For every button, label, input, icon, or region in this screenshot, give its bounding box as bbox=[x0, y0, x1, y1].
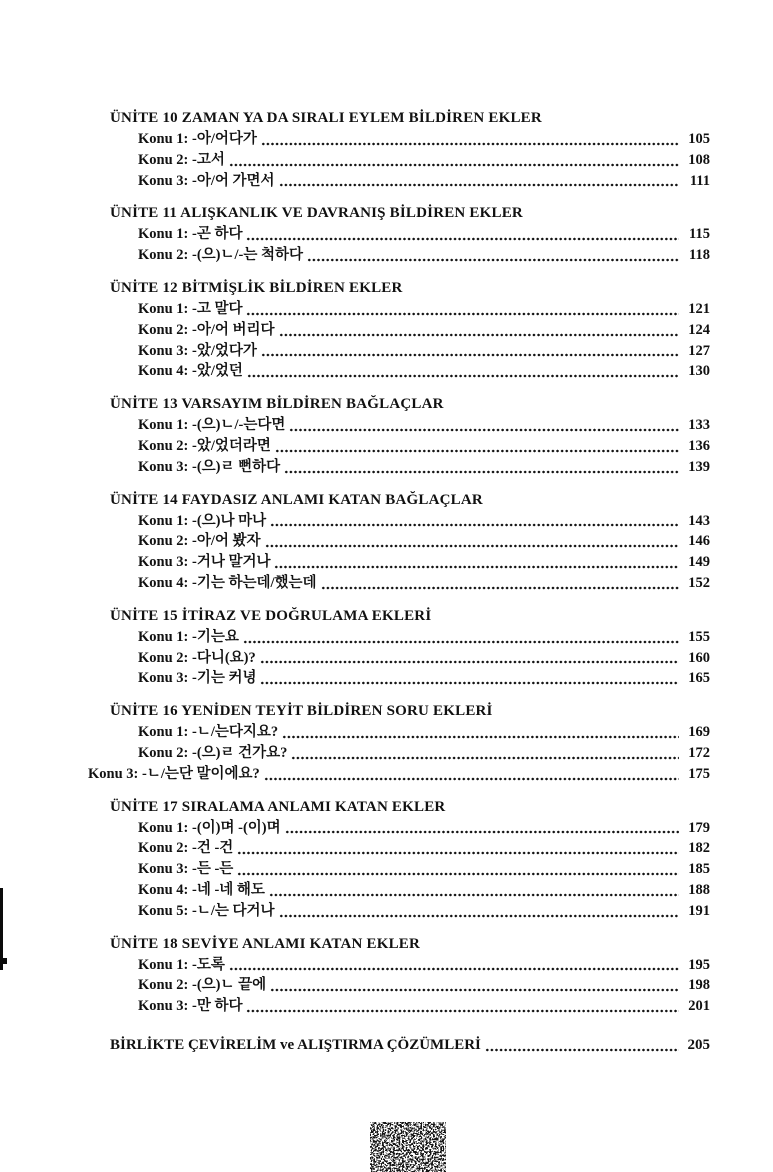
entry-page-number: 111 bbox=[689, 172, 710, 189]
entry-page-number: 172 bbox=[688, 744, 710, 761]
entry-page-number: 188 bbox=[688, 881, 710, 898]
entry-label: Konu 2: -아/어 봤자 bbox=[138, 533, 261, 550]
unit-entries bbox=[110, 955, 710, 1017]
leader-dots bbox=[247, 374, 679, 378]
unit-heading: ÜNİTE 15 İTİRAZ VE DOĞRULAMA EKLERİ bbox=[110, 607, 432, 624]
entry-page-number: 133 bbox=[688, 417, 710, 434]
unit-entries bbox=[110, 415, 710, 477]
entry-page-number: 195 bbox=[688, 956, 710, 973]
entry-page-number: 152 bbox=[688, 574, 710, 591]
entry-page-number: 127 bbox=[688, 342, 710, 359]
entry-label: Konu 2: -(으)ㄴ/-는 척하다 bbox=[138, 247, 303, 264]
entry-page-number: 155 bbox=[688, 628, 710, 645]
toc-footer-entry bbox=[110, 1035, 710, 1056]
toc-entry bbox=[138, 838, 710, 859]
leader-dots bbox=[229, 967, 679, 971]
toc-section bbox=[110, 797, 710, 922]
entry-page-number: 146 bbox=[688, 533, 710, 550]
toc-entry bbox=[138, 224, 710, 245]
leader-dots bbox=[284, 470, 679, 474]
unit-entries bbox=[88, 722, 710, 784]
leader-dots bbox=[291, 756, 679, 760]
entry-label: Konu 2: -고서 bbox=[138, 151, 225, 168]
entry-page-number: 124 bbox=[688, 321, 710, 338]
leader-dots bbox=[261, 142, 679, 146]
entry-page-number: 108 bbox=[688, 151, 710, 168]
entry-label: Konu 1: -도록 bbox=[138, 956, 225, 973]
toc-entry bbox=[138, 648, 710, 669]
unit-heading: ÜNİTE 13 VARSAYIM BİLDİREN BAĞLAÇLAR bbox=[110, 396, 444, 413]
toc-entry bbox=[138, 818, 710, 839]
leader-dots bbox=[282, 735, 679, 739]
entry-label: Konu 3: -기는 커녕 bbox=[138, 670, 257, 687]
entry-page-number: 179 bbox=[688, 819, 710, 836]
toc-section bbox=[110, 490, 710, 594]
toc-section bbox=[110, 394, 710, 477]
entry-label: Konu 2: -건 -건 bbox=[138, 840, 234, 857]
entry-page-number: 136 bbox=[688, 437, 710, 454]
unit-entries bbox=[110, 511, 710, 594]
entry-label: Konu 3: -(으)ㄹ 뻔하다 bbox=[138, 458, 281, 475]
entry-page-number: 201 bbox=[688, 998, 710, 1015]
leader-dots bbox=[321, 586, 679, 590]
unit-entries bbox=[110, 627, 710, 689]
toc-entry bbox=[138, 996, 710, 1017]
entry-page-number: 130 bbox=[688, 363, 710, 380]
entry-label: Konu 2: -(으)ㄴ 끝에 bbox=[138, 977, 267, 994]
leader-dots bbox=[279, 914, 679, 918]
leader-dots bbox=[229, 163, 679, 167]
entry-page-number: 149 bbox=[688, 554, 710, 571]
entry-label: Konu 4: -았/었던 bbox=[138, 363, 243, 380]
toc-entry bbox=[138, 668, 710, 689]
entry-label: Konu 2: -다니(요)? bbox=[138, 649, 256, 666]
toc-entry bbox=[138, 320, 710, 341]
toc-section bbox=[110, 108, 710, 191]
entry-label: Konu 3: -아/어 가면서 bbox=[138, 172, 275, 189]
toc-entry bbox=[138, 341, 710, 362]
entry-label: Konu 2: -아/어 버리다 bbox=[138, 321, 275, 338]
entry-label: Konu 1: -(으)나 마나 bbox=[138, 512, 267, 529]
toc-entry bbox=[138, 880, 710, 901]
leader-dots bbox=[279, 333, 679, 337]
toc-entry bbox=[138, 436, 710, 457]
entry-label: Konu 3: -든 -든 bbox=[138, 861, 234, 878]
toc-section bbox=[110, 934, 710, 1017]
toc-section bbox=[110, 203, 710, 266]
entry-label: Konu 3: -ㄴ/는단 말이에요? bbox=[88, 765, 260, 782]
leader-dots bbox=[246, 237, 679, 241]
leader-dots bbox=[261, 353, 679, 357]
entry-label: Konu 1: -아/어다가 bbox=[138, 131, 257, 147]
leader-dots bbox=[243, 640, 679, 644]
entry-page-number: 139 bbox=[688, 458, 710, 475]
unit-heading: ÜNİTE 17 SIRALAMA ANLAMI KATAN EKLER bbox=[110, 798, 446, 815]
scan-noise-blob bbox=[368, 1119, 448, 1172]
entry-label: Konu 1: -고 말다 bbox=[138, 300, 243, 317]
leader-dots bbox=[264, 777, 679, 781]
toc-entry bbox=[138, 415, 710, 436]
leader-dots bbox=[289, 428, 679, 432]
toc-entry bbox=[138, 150, 710, 171]
entry-page-number: 198 bbox=[688, 977, 710, 994]
toc-entry bbox=[138, 901, 710, 922]
toc-entry bbox=[138, 457, 710, 478]
entry-page-number: 182 bbox=[688, 840, 710, 857]
entry-label: Konu 1: -(이)며 -(이)며 bbox=[138, 819, 281, 836]
toc-entry bbox=[138, 129, 710, 150]
leader-dots bbox=[260, 681, 679, 685]
entry-page-number: 160 bbox=[688, 649, 710, 666]
entry-page-number: 175 bbox=[688, 765, 710, 782]
entry-label: Konu 1: -곤 하다 bbox=[138, 226, 243, 243]
leader-dots bbox=[279, 183, 679, 187]
entry-label: Konu 4: -기는 하는데/했는데 bbox=[138, 574, 317, 591]
toc-content bbox=[88, 108, 710, 1056]
leader-dots bbox=[269, 893, 679, 897]
leader-dots bbox=[260, 660, 679, 664]
leader-dots bbox=[275, 449, 679, 453]
entry-label: Konu 2: -(으)ㄹ 건가요? bbox=[138, 744, 288, 761]
entry-label: Konu 3: -거나 말거나 bbox=[138, 554, 271, 571]
toc-entry bbox=[138, 361, 710, 382]
unit-heading: ÜNİTE 12 BİTMİŞLİK BİLDİREN EKLER bbox=[110, 279, 403, 296]
toc-entry bbox=[138, 171, 710, 192]
noise-texture bbox=[368, 1119, 448, 1172]
leader-dots bbox=[307, 258, 679, 262]
leader-dots bbox=[485, 1048, 679, 1052]
entry-page-number: 165 bbox=[688, 670, 710, 687]
entry-page-number: 143 bbox=[688, 512, 710, 529]
leader-dots bbox=[237, 872, 679, 876]
entry-page-number: 118 bbox=[689, 247, 710, 264]
toc-entry bbox=[138, 552, 710, 573]
entry-page-number: 115 bbox=[689, 226, 710, 243]
scan-edge-artifact bbox=[0, 888, 3, 970]
entry-label: Konu 3: -았/었다가 bbox=[138, 342, 257, 359]
toc-section bbox=[110, 278, 710, 382]
unit-heading: ÜNİTE 10 ZAMAN YA DA SIRALI EYLEM BİLDİREN EKLER bbox=[110, 110, 542, 126]
unit-heading: ÜNİTE 14 FAYDASIZ ANLAMI KATAN BAĞLAÇLAR bbox=[110, 491, 483, 508]
entry-label: Konu 1: -ㄴ/는다지요? bbox=[138, 724, 279, 741]
leader-dots bbox=[285, 830, 679, 834]
entry-label: Konu 2: -았/었더라면 bbox=[138, 437, 271, 454]
unit-entries bbox=[110, 224, 710, 266]
toc-entry bbox=[138, 722, 710, 743]
unit-heading: ÜNİTE 18 SEVİYE ANLAMI KATAN EKLER bbox=[110, 935, 421, 952]
unit-entries bbox=[110, 129, 710, 191]
leader-dots bbox=[246, 1009, 679, 1013]
leader-dots bbox=[270, 988, 679, 992]
toc-entry bbox=[138, 627, 710, 648]
entry-label: Konu 3: -만 하다 bbox=[138, 998, 243, 1015]
entry-page-number: 191 bbox=[688, 902, 710, 919]
leader-dots bbox=[270, 523, 679, 527]
toc-entry bbox=[138, 975, 710, 996]
toc-entry bbox=[138, 245, 710, 266]
entry-label: Konu 1: -기는요 bbox=[138, 628, 239, 645]
unit-entries bbox=[110, 818, 710, 922]
toc-section bbox=[110, 606, 710, 689]
entry-page-number: 205 bbox=[687, 1036, 710, 1053]
entry-label: BİRLİKTE ÇEVİRELİM ve ALIŞTIRMA ÇÖZÜMLERİ bbox=[110, 1036, 481, 1053]
unit-entries bbox=[110, 299, 710, 382]
toc-entry bbox=[138, 531, 710, 552]
unit-heading: ÜNİTE 16 YENİDEN TEYİT BİLDİREN SORU EKLERİ bbox=[110, 703, 493, 720]
entry-page-number: 105 bbox=[688, 131, 710, 147]
entry-label: Konu 1: -(으)ㄴ/-는다면 bbox=[138, 417, 286, 434]
entry-page-number: 185 bbox=[688, 861, 710, 878]
unit-heading: ÜNİTE 11 ALIŞKANLIK VE DAVRANIŞ BİLDİREN EKLER bbox=[110, 205, 523, 222]
entry-label: Konu 4: -네 -네 해도 bbox=[138, 881, 265, 898]
toc-entry bbox=[138, 299, 710, 320]
leader-dots bbox=[237, 851, 679, 855]
toc-entry bbox=[88, 764, 710, 785]
toc-entry bbox=[138, 573, 710, 594]
entry-page-number: 121 bbox=[688, 300, 710, 317]
leader-dots bbox=[265, 544, 680, 548]
toc-entry bbox=[138, 511, 710, 532]
toc-entry bbox=[138, 955, 710, 976]
toc-entry bbox=[138, 743, 710, 764]
toc-entry bbox=[138, 859, 710, 880]
entry-label: Konu 5: -ㄴ/는 다거나 bbox=[138, 902, 275, 919]
toc-section bbox=[88, 701, 710, 784]
leader-dots bbox=[274, 565, 679, 569]
entry-page-number: 169 bbox=[688, 724, 710, 741]
leader-dots bbox=[246, 312, 679, 316]
